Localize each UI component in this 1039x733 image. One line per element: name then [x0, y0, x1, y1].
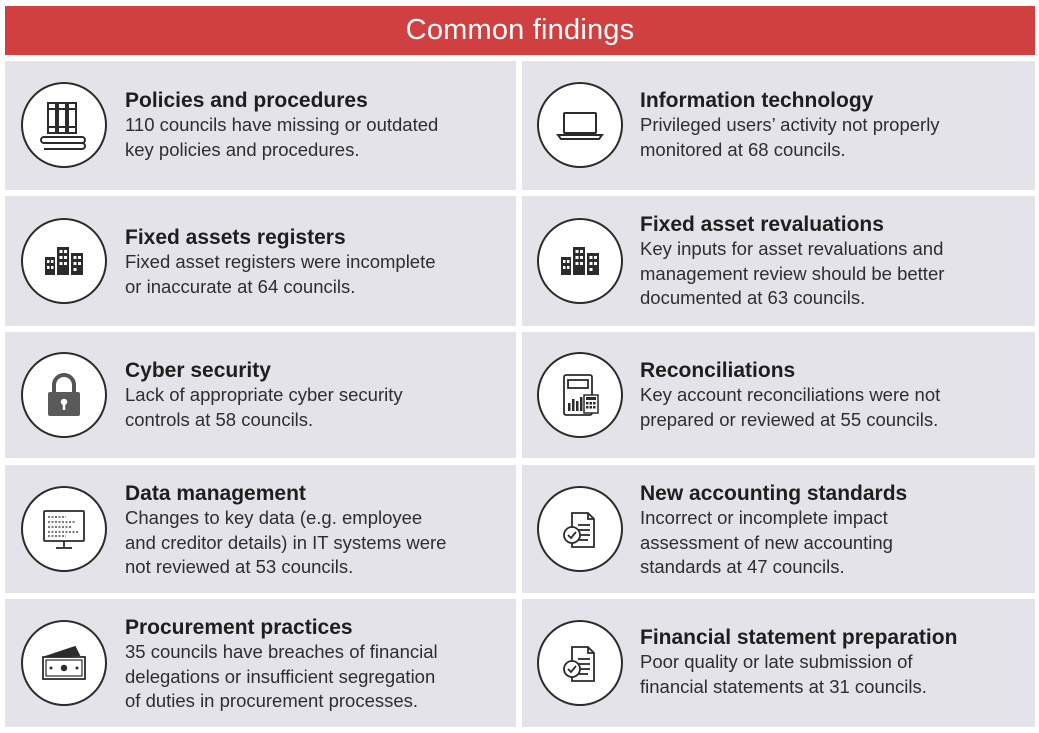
card-text-line: financial statements at 31 councils.	[640, 675, 927, 697]
finding-card-new-accounting-standards	[522, 465, 1035, 593]
card-text-line: management review should be better	[640, 262, 945, 284]
card-text-line: key policies and procedures.	[125, 138, 360, 160]
card-text-line: or inaccurate at 64 councils.	[125, 275, 356, 297]
icon-badge	[537, 82, 623, 168]
buildings-icon	[552, 233, 608, 289]
card-title: Fixed asset revaluations	[640, 213, 884, 236]
card-text-line: and creditor details) in IT systems were	[125, 531, 447, 553]
card-text-line: prepared or reviewed at 55 councils.	[640, 408, 939, 430]
padlock-icon	[36, 367, 92, 423]
checklist-document-icon	[552, 501, 608, 557]
finding-card-policies	[5, 61, 516, 190]
card-text-line: Lack of appropriate cyber security	[125, 384, 403, 405]
calculator-report-icon	[552, 367, 608, 423]
card-title: Fixed assets registers	[125, 226, 346, 249]
card-text-line: Key inputs for asset revaluations and	[640, 238, 944, 259]
card-text-line: Changes to key data (e.g. employee	[125, 507, 423, 528]
card-text-line: not reviewed at 53 councils.	[125, 556, 354, 577]
card-text-line: monitored at 68 councils.	[640, 138, 846, 160]
monitor-data-icon	[36, 501, 92, 557]
icon-badge	[21, 82, 107, 168]
icon-badge	[21, 620, 107, 706]
card-text-line: assessment of new accounting	[640, 531, 893, 553]
laptop-icon	[552, 97, 608, 153]
header-banner	[5, 6, 1035, 55]
finding-card-information-technology	[522, 61, 1035, 190]
finding-card-fixed-asset-revaluations	[522, 196, 1035, 326]
icon-badge	[537, 486, 623, 572]
finding-card-cyber-security	[5, 332, 516, 458]
card-text-line: Privileged users’ activity not properly	[640, 114, 940, 135]
card-text-line: 35 councils have breaches of financial	[125, 641, 438, 662]
checklist-document-icon	[552, 635, 608, 691]
card-title: Procurement practices	[125, 616, 353, 639]
icon-badge	[21, 352, 107, 438]
card-text-line: 110 councils have missing or outdated	[125, 114, 439, 135]
card-text-line: controls at 58 councils.	[125, 408, 314, 430]
card-text-line: Fixed asset registers were incomplete	[125, 251, 436, 272]
buildings-icon	[36, 233, 92, 289]
finding-card-fixed-assets-registers	[5, 196, 516, 326]
card-title: Policies and procedures	[125, 89, 368, 112]
icon-badge	[537, 620, 623, 706]
card-title: Data management	[125, 482, 306, 505]
card-text-line: delegations or insufficient segregation	[125, 665, 436, 687]
card-title: Information technology	[640, 89, 874, 112]
icon-badge	[537, 218, 623, 304]
card-text-line: standards at 47 councils.	[640, 556, 845, 577]
banknotes-icon	[35, 635, 93, 691]
finding-card-procurement-practices	[5, 599, 516, 727]
card-text-line: Incorrect or incomplete impact	[640, 507, 888, 528]
card-title: Financial statement preparation	[640, 626, 958, 649]
card-text-line: documented at 63 councils.	[640, 287, 866, 308]
books-icon	[36, 97, 92, 153]
card-text-line: of duties in procurement processes.	[125, 690, 419, 711]
card-title: Reconciliations	[640, 359, 796, 382]
card-title: Cyber security	[125, 359, 271, 382]
finding-card-data-management	[5, 465, 516, 593]
finding-card-financial-statement-preparation	[522, 599, 1035, 727]
card-text-line: Key account reconciliations were not	[640, 384, 941, 405]
icon-badge	[537, 352, 623, 438]
finding-card-reconciliations	[522, 332, 1035, 458]
card-text-line: Poor quality or late submission of	[640, 651, 913, 672]
page-title: Common findings	[405, 14, 635, 46]
icon-badge	[21, 486, 107, 572]
icon-badge	[21, 218, 107, 304]
card-title: New accounting standards	[640, 482, 908, 505]
